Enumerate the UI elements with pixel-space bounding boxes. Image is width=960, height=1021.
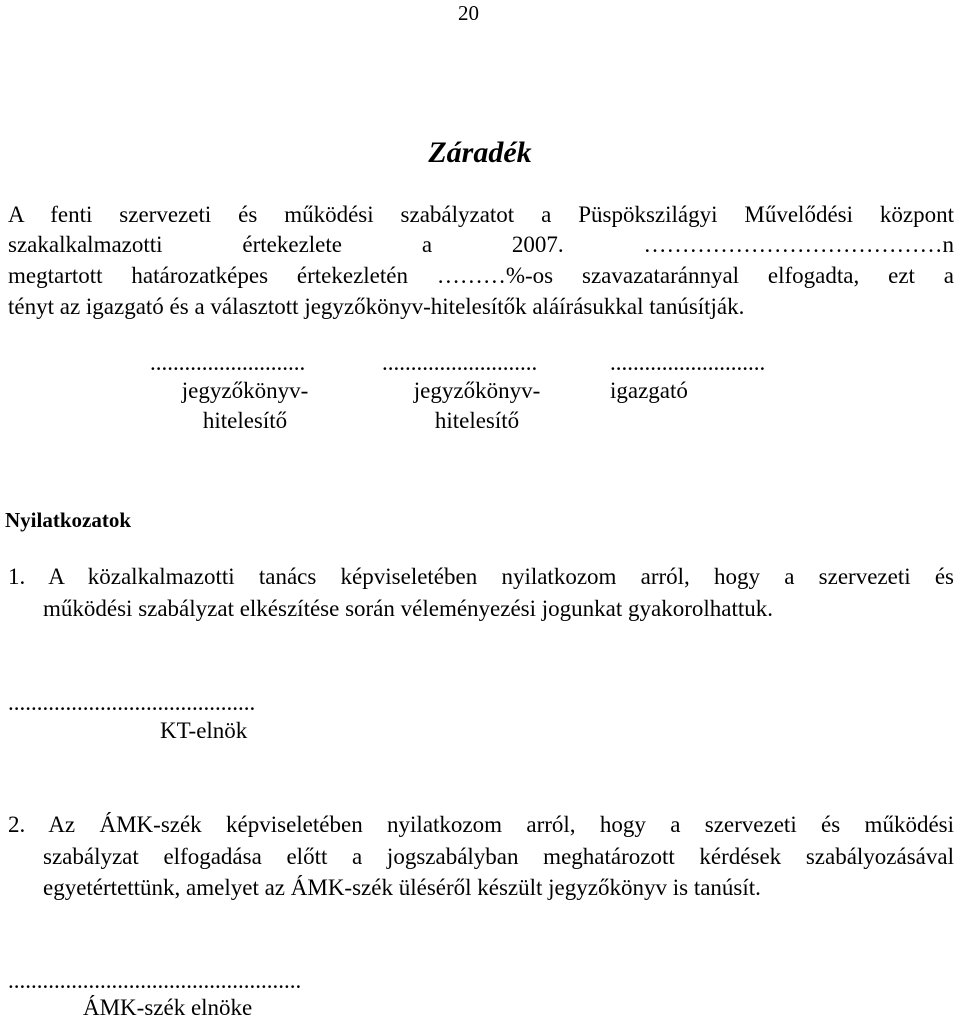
declaration2-line-3: egyetértettünk, amelyet az ÁMK-szék üléséről készült jegyzőkönyv is tanúsít.: [43, 875, 761, 900]
signature-role-line2: hitelesítő: [202, 408, 288, 433]
declarations-heading: Nyilatkozatok: [5, 508, 131, 532]
declaration1-line-1: 1. A közalkalmazotti tanács képviseletében nyilatkozom arról, hogy a szervezeti és: [8, 564, 954, 589]
intro-line-2: szakalkalmazotti értekezlete a 2007. …………………………………n: [8, 232, 954, 257]
signature-block-3: [610, 350, 800, 406]
signature-dots: ...........................: [150, 350, 306, 375]
signature-dots: ...........................: [382, 350, 538, 375]
kt-elnok-dots: ...........................................: [8, 690, 256, 715]
signature-block-1: [150, 350, 340, 436]
signature-block-2: [382, 350, 572, 436]
declaration1-line-2: működési szabályzat elkészítése során véleményezési jogunkat gyakorolhattuk.: [43, 596, 774, 621]
declaration2-line-2: szabályzat elfogadása előtt a jogszabályban meghatározott kérdések szabályozásával: [43, 844, 954, 869]
kt-elnok-label: KT-elnök: [160, 718, 248, 743]
signature-role: jegyzőkönyv-: [181, 378, 309, 403]
signature-role-line2: hitelesítő: [434, 408, 520, 433]
intro-line-4: tényt az igazgató és a választott jegyzőkönyv-hitelesítők aláírásukkal tanúsítják.: [8, 294, 745, 319]
signature-dots: ...........................: [610, 350, 766, 375]
amk-elnok-dots: ...................................................: [8, 968, 302, 993]
signature-role: igazgató: [610, 378, 688, 403]
intro-line-3: megtartott határozatképes értekezletén ………%-os szavazataránnyal elfogadta, ezt a: [8, 263, 954, 288]
intro-line-1: A fenti szervezeti és működési szabályzatot a Püspökszilágyi Művelődési központ: [8, 202, 954, 227]
page-title: Záradék: [428, 136, 532, 169]
page-number: 20: [458, 1, 479, 25]
amk-elnok-label: ÁMK-szék elnöke: [83, 995, 253, 1020]
declaration2-line-1: 2. Az ÁMK-szék képviseletében nyilatkozom arról, hogy a szervezeti és működési: [8, 812, 954, 837]
signature-role: jegyzőkönyv-: [413, 378, 541, 403]
